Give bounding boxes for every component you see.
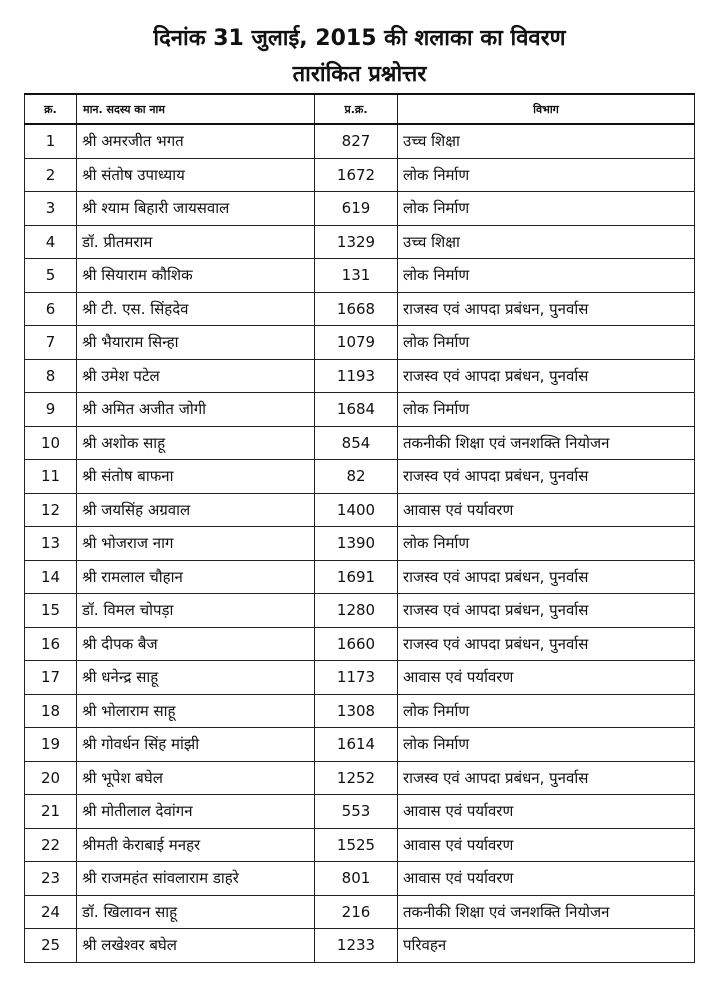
department-cell: आवास एवं पर्यावरण — [398, 493, 695, 527]
department-cell: आवास एवं पर्यावरण — [398, 862, 695, 896]
member-name-cell: श्री जयसिंह अग्रवाल — [77, 493, 315, 527]
serial-number-cell: 15 — [25, 594, 77, 628]
member-name-cell: श्री संतोष उपाध्याय — [77, 158, 315, 192]
table-row — [25, 560, 695, 594]
table-row — [25, 259, 695, 293]
serial-number-cell: 1 — [25, 124, 77, 158]
serial-number-cell: 13 — [25, 527, 77, 561]
serial-number-cell: 7 — [25, 326, 77, 360]
member-name-cell: श्री भोजराज नाग — [77, 527, 315, 561]
member-name-cell: श्री रामलाल चौहान — [77, 560, 315, 594]
table-row — [25, 761, 695, 795]
question-number-cell: 1660 — [315, 627, 398, 661]
department-cell: लोक निर्माण — [398, 527, 695, 561]
question-number-cell: 1280 — [315, 594, 398, 628]
department-cell: राजस्व एवं आपदा प्रबंधन, पुनर्वास — [398, 292, 695, 326]
question-number-cell: 216 — [315, 895, 398, 929]
question-number-cell: 1684 — [315, 393, 398, 427]
table-row — [25, 426, 695, 460]
document-subtitle: तारांकित प्रश्नोत्तर — [292, 62, 427, 87]
document-title: दिनांक 31 जुलाई, 2015 की शलाका का विवरण — [153, 26, 566, 51]
member-name-cell: श्री अशोक साहू — [77, 426, 315, 460]
department-cell: आवास एवं पर्यावरण — [398, 828, 695, 862]
serial-number-cell: 5 — [25, 259, 77, 293]
member-name-cell: श्री भैयाराम सिन्हा — [77, 326, 315, 360]
table-row — [25, 493, 695, 527]
header-row — [25, 94, 695, 124]
table-row — [25, 795, 695, 829]
member-name-cell: श्री धनेन्द्र साहू — [77, 661, 315, 695]
table-row — [25, 627, 695, 661]
serial-number-cell: 21 — [25, 795, 77, 829]
header-serial: क्र. — [25, 94, 77, 124]
serial-number-cell: 9 — [25, 393, 77, 427]
member-name-cell: श्री मोतीलाल देवांगन — [77, 795, 315, 829]
serial-number-cell: 11 — [25, 460, 77, 494]
question-number-cell: 1193 — [315, 359, 398, 393]
serial-number-cell: 17 — [25, 661, 77, 695]
question-number-cell: 1668 — [315, 292, 398, 326]
department-cell: राजस्व एवं आपदा प्रबंधन, पुनर्वास — [398, 460, 695, 494]
question-number-cell: 801 — [315, 862, 398, 896]
question-number-cell: 1525 — [315, 828, 398, 862]
serial-number-cell: 23 — [25, 862, 77, 896]
question-number-cell: 131 — [315, 259, 398, 293]
table-row — [25, 124, 695, 158]
department-cell: लोक निर्माण — [398, 393, 695, 427]
serial-number-cell: 12 — [25, 493, 77, 527]
serial-number-cell: 3 — [25, 192, 77, 226]
header-department: विभाग — [398, 94, 695, 124]
question-number-cell: 1614 — [315, 728, 398, 762]
table-row — [25, 393, 695, 427]
table-row — [25, 192, 695, 226]
department-cell: लोक निर्माण — [398, 728, 695, 762]
department-cell: उच्च शिक्षा — [398, 124, 695, 158]
department-cell: राजस्व एवं आपदा प्रबंधन, पुनर्वास — [398, 761, 695, 795]
table-row — [25, 527, 695, 561]
member-name-cell: श्री राजमहंत सांवलाराम डाहरे — [77, 862, 315, 896]
member-name-cell: श्री अमित अजीत जोगी — [77, 393, 315, 427]
department-cell: परिवहन — [398, 929, 695, 963]
question-number-cell: 1252 — [315, 761, 398, 795]
member-name-cell: श्रीमती केराबाई मनहर — [77, 828, 315, 862]
question-number-cell: 619 — [315, 192, 398, 226]
department-cell: आवास एवं पर्यावरण — [398, 661, 695, 695]
serial-number-cell: 14 — [25, 560, 77, 594]
table-row — [25, 225, 695, 259]
member-name-cell: श्री श्याम बिहारी जायसवाल — [77, 192, 315, 226]
member-name-cell: डॉ. प्रीतमराम — [77, 225, 315, 259]
serial-number-cell: 22 — [25, 828, 77, 862]
serial-number-cell: 24 — [25, 895, 77, 929]
table-row — [25, 158, 695, 192]
serial-number-cell: 8 — [25, 359, 77, 393]
question-number-cell: 1400 — [315, 493, 398, 527]
serial-number-cell: 25 — [25, 929, 77, 963]
department-cell: लोक निर्माण — [398, 694, 695, 728]
member-name-cell: श्री अमरजीत भगत — [77, 124, 315, 158]
table-row — [25, 594, 695, 628]
table-row — [25, 661, 695, 695]
department-cell: तकनीकी शिक्षा एवं जनशक्ति नियोजन — [398, 895, 695, 929]
serial-number-cell: 10 — [25, 426, 77, 460]
member-name-cell: श्री उमेश पटेल — [77, 359, 315, 393]
question-number-cell: 827 — [315, 124, 398, 158]
member-name-cell: श्री दीपक बैज — [77, 627, 315, 661]
question-number-cell: 1308 — [315, 694, 398, 728]
serial-number-cell: 6 — [25, 292, 77, 326]
table-row — [25, 359, 695, 393]
serial-number-cell: 2 — [25, 158, 77, 192]
question-number-cell: 1672 — [315, 158, 398, 192]
question-number-cell: 1233 — [315, 929, 398, 963]
table-row — [25, 895, 695, 929]
department-cell: लोक निर्माण — [398, 326, 695, 360]
department-cell: उच्च शिक्षा — [398, 225, 695, 259]
department-cell: लोक निर्माण — [398, 259, 695, 293]
member-name-cell: श्री लखेश्वर बघेल — [77, 929, 315, 963]
member-name-cell: श्री भूपेश बघेल — [77, 761, 315, 795]
department-cell: राजस्व एवं आपदा प्रबंधन, पुनर्वास — [398, 359, 695, 393]
question-number-cell: 1390 — [315, 527, 398, 561]
department-cell: लोक निर्माण — [398, 192, 695, 226]
table-row — [25, 862, 695, 896]
member-name-cell: डॉ. खिलावन साहू — [77, 895, 315, 929]
department-cell: आवास एवं पर्यावरण — [398, 795, 695, 829]
serial-number-cell: 18 — [25, 694, 77, 728]
department-cell: राजस्व एवं आपदा प्रबंधन, पुनर्वास — [398, 560, 695, 594]
question-number-cell: 1691 — [315, 560, 398, 594]
question-number-cell: 854 — [315, 426, 398, 460]
table-row — [25, 828, 695, 862]
question-list-table — [24, 93, 695, 963]
table-row — [25, 929, 695, 963]
department-cell: तकनीकी शिक्षा एवं जनशक्ति नियोजन — [398, 426, 695, 460]
table-header — [25, 94, 695, 124]
header-question: प्र.क्र. — [315, 94, 398, 124]
question-number-cell: 1079 — [315, 326, 398, 360]
table-row — [25, 728, 695, 762]
department-cell: लोक निर्माण — [398, 158, 695, 192]
serial-number-cell: 19 — [25, 728, 77, 762]
table-row — [25, 460, 695, 494]
serial-number-cell: 20 — [25, 761, 77, 795]
question-number-cell: 1173 — [315, 661, 398, 695]
serial-number-cell: 4 — [25, 225, 77, 259]
member-name-cell: श्री संतोष बाफना — [77, 460, 315, 494]
table-row — [25, 292, 695, 326]
department-cell: राजस्व एवं आपदा प्रबंधन, पुनर्वास — [398, 594, 695, 628]
serial-number-cell: 16 — [25, 627, 77, 661]
member-name-cell: श्री सियाराम कौशिक — [77, 259, 315, 293]
member-name-cell: श्री टी. एस. सिंहदेव — [77, 292, 315, 326]
question-number-cell: 1329 — [315, 225, 398, 259]
member-name-cell: डॉ. विमल चोपड़ा — [77, 594, 315, 628]
header-member: मान. सदस्य का नाम — [77, 94, 315, 124]
question-number-cell: 82 — [315, 460, 398, 494]
department-cell: राजस्व एवं आपदा प्रबंधन, पुनर्वास — [398, 627, 695, 661]
table-row — [25, 326, 695, 360]
table-body — [25, 124, 695, 962]
member-name-cell: श्री गोवर्धन सिंह मांझी — [77, 728, 315, 762]
member-name-cell: श्री भोलाराम साहू — [77, 694, 315, 728]
question-number-cell: 553 — [315, 795, 398, 829]
table-row — [25, 694, 695, 728]
